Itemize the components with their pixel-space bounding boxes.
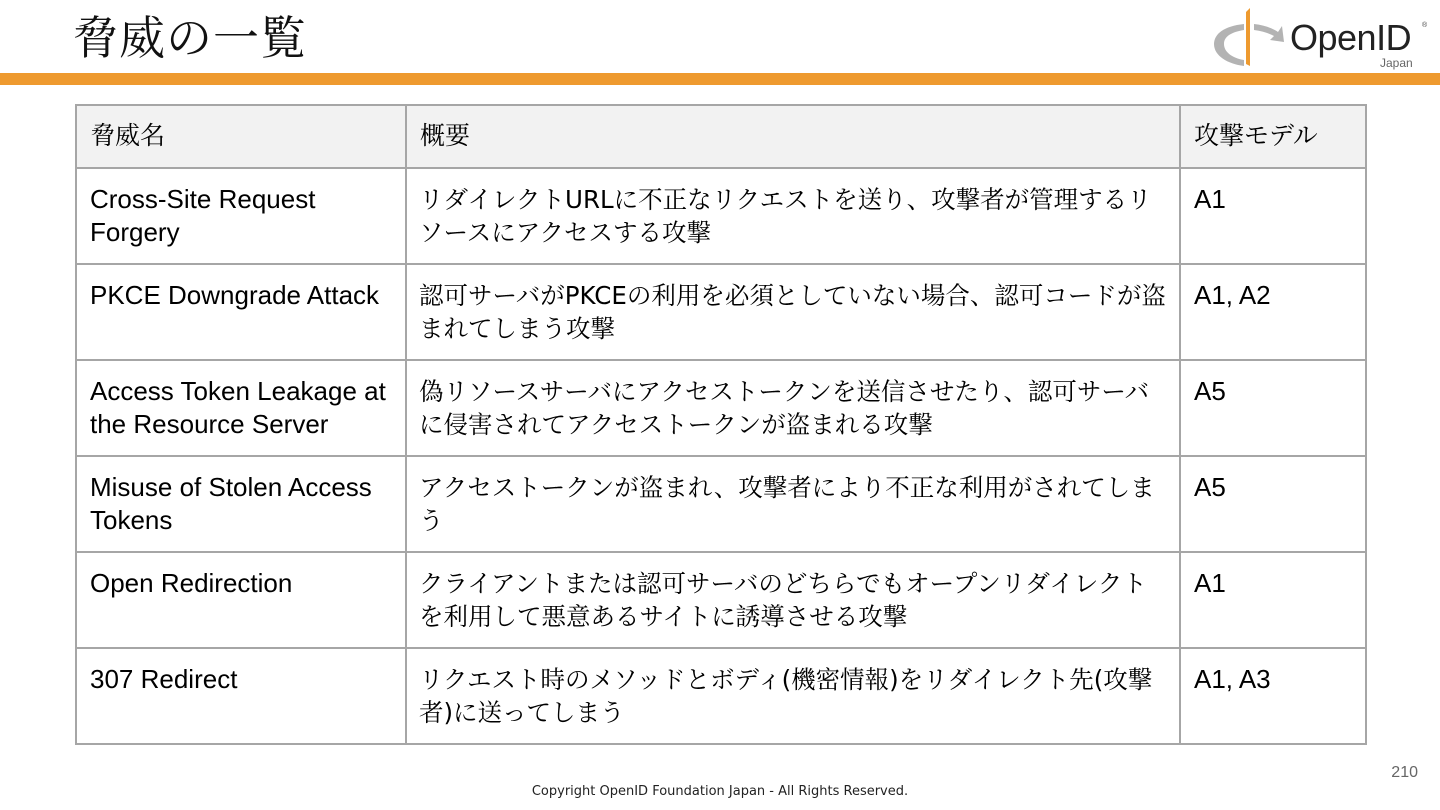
attack-model-cell: A1, A2 (1180, 264, 1366, 360)
threat-summary-cell: 認可サーバがPKCEの利用を必須としていない場合、認可コードが盗まれてしまう攻撃 (406, 264, 1180, 360)
threat-table (75, 104, 1367, 745)
column-header-attack-model: 攻撃モデル (1180, 105, 1366, 168)
attack-model-cell: A1, A3 (1180, 648, 1366, 744)
column-header-summary: 概要 (406, 105, 1180, 168)
copyright-notice: Copyright OpenID Foundation Japan - All Rights Reserved. (531, 784, 909, 799)
threat-name-cell: Open Redirection (76, 552, 406, 648)
table-row (76, 264, 1366, 360)
attack-model-cell: A5 (1180, 456, 1366, 552)
threat-name-cell: PKCE Downgrade Attack (76, 264, 406, 360)
threat-name-cell: 307 Redirect (76, 648, 406, 744)
table-header-row (76, 105, 1366, 168)
openid-mark-icon (1210, 2, 1286, 72)
threat-summary-cell: リダイレクトURLに不正なリクエストを送り、攻撃者が管理するリソースにアクセスする攻撃 (406, 168, 1180, 264)
threat-name-cell: Access Token Leakage at the Resource Server (76, 360, 406, 456)
threat-summary-cell: 偽リソースサーバにアクセストークンを送信させたり、認可サーバに侵害されてアクセストークンが盗まれる攻撃 (406, 360, 1180, 456)
table-row (76, 648, 1366, 744)
threat-name-cell: Cross-Site Request Forgery (76, 168, 406, 264)
attack-model-cell: A5 (1180, 360, 1366, 456)
table-row (76, 552, 1366, 648)
threat-name-cell: Misuse of Stolen Access Tokens (76, 456, 406, 552)
logo-text: OpenID (1290, 17, 1412, 58)
page-number: 210 (1391, 764, 1418, 781)
threat-summary-cell: リクエスト時のメソッドとボディ(機密情報)をリダイレクト先(攻撃者)に送ってしまう (406, 648, 1180, 744)
threat-summary-cell: クライアントまたは認可サーバのどちらでもオープンリダイレクトを利用して悪意あるサイトに誘導させる攻撃 (406, 552, 1180, 648)
attack-model-cell: A1 (1180, 168, 1366, 264)
attack-model-cell: A1 (1180, 552, 1366, 648)
openid-logo (1210, 2, 1432, 72)
header-divider (0, 73, 1440, 85)
table-row (76, 456, 1366, 552)
page-title: 脅威の一覧 (72, 11, 307, 65)
logo-subtext: Japan (1380, 56, 1413, 70)
column-header-threat-name: 脅威名 (76, 105, 406, 168)
table-row (76, 360, 1366, 456)
threat-summary-cell: アクセストークンが盗まれ、攻撃者により不正な利用がされてしまう (406, 456, 1180, 552)
logo-registered-mark: ® (1422, 22, 1428, 29)
table-row (76, 168, 1366, 264)
